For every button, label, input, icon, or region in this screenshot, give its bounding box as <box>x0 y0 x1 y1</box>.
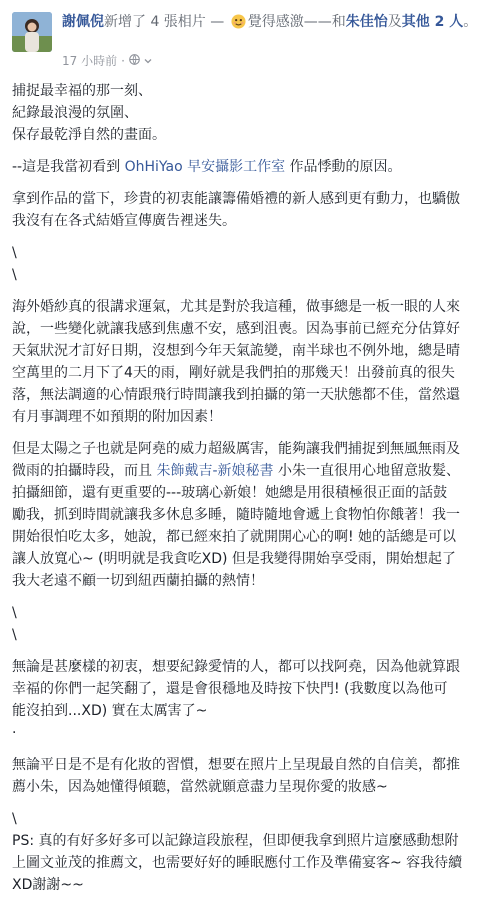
paragraph-weather <box>12 296 488 428</box>
post-body <box>12 80 488 906</box>
text-line: 紀錄最浪漫的氛圍、 <box>12 105 138 121</box>
text-line: 薦小朱，因為她懂得傾聽，當然就願意盡力呈現你愛的妝感~ <box>12 779 388 795</box>
paragraph-makeup <box>12 438 488 592</box>
text-line: 無論平日是不是有化妝的習慣，想要在照片上呈現最自然的自信美，都推 <box>12 757 460 773</box>
text-line: 能沒拍到...XD) 實在太厲害了~ <box>12 703 208 719</box>
text-line: 上圖文並茂的推薦文，也需要好好的睡眠應付工作及準備宴客~ 容我待續 <box>12 855 463 871</box>
feeling-text: 覺得感激 <box>247 14 304 30</box>
text-line: 拍攝細節，還有更重要的---玻璃心新娘！她總是用很積極很正面的話鼓 <box>12 485 448 501</box>
grateful-face-emoji <box>231 14 246 29</box>
text-line: 捕捉最幸福的那一刻、 <box>12 83 152 99</box>
text-line: 幸福的你們一起笑翻了，還是會很穩地及時按下快門! (我數度以為他可 <box>12 681 448 697</box>
text-line: 拿到作品的當下，珍貴的初衷能讓籌備婚禮的新人感到更有動力，也驕傲 <box>12 191 460 207</box>
paragraph-studio <box>12 156 488 178</box>
globe-icon[interactable] <box>129 54 140 68</box>
post-header <box>0 0 499 70</box>
text-line: PS: 真的有好多好多可以記錄這段旅程，但即便我拿到照片這麼感動想附 <box>12 833 459 849</box>
separator-block <box>12 808 488 830</box>
post-action-text: 新增了 4 張相片 — <box>104 14 229 30</box>
avatar[interactable] <box>12 12 52 52</box>
studio-page-link[interactable]: OhHiYao 早安攝影工作室 <box>124 159 286 175</box>
makeup-suffix: 小朱一直很用心地留意妝髮、 <box>273 463 460 479</box>
and-text: 及 <box>387 14 402 30</box>
text-line: 無論是甚麼樣的初衷，想要紀錄愛情的人，都可以找阿堯，因為他就算跟 <box>12 659 460 675</box>
text-line: 海外婚紗真的很講求運氣，尤其是對於我這種，做事總是一板一眼的人來 <box>12 299 460 315</box>
text-line <box>12 156 488 178</box>
text-line: 我沒有在各式結婚宣傳廣告裡迷失。 <box>12 213 236 229</box>
post-headline <box>62 12 492 32</box>
paragraph-receipt <box>12 188 488 232</box>
studio-prefix: --這是我當初看到 <box>12 159 125 175</box>
text-line <box>12 460 488 482</box>
text-line: XD謝謝~~ <box>12 877 84 893</box>
paragraph-recommend-makeup <box>12 754 488 798</box>
author-name-link[interactable]: 謝佩倪 <box>62 14 104 30</box>
text-line: 落，無法調適的心情跟飛行時間讓我到拍攝的第一天狀態都不佳，當然還 <box>12 387 460 403</box>
others-link[interactable]: 其他 2 人 <box>401 14 464 30</box>
with-prefix-text: ——和 <box>303 14 346 30</box>
makeup-prefix: 微雨的拍攝時段，而且 <box>12 463 157 479</box>
separator-line: \ <box>12 245 17 261</box>
text-line: 天氣狀況才訂好日期，沒想到今年天氣詭變，南半球也不例外地，總是晴 <box>12 343 460 359</box>
text-line: 我大老遠不顧一切到紐西蘭拍攝的熱情！ <box>12 573 264 589</box>
separator-line: \ <box>12 605 17 621</box>
paragraph-intro <box>12 80 488 146</box>
makeup-artist-link[interactable]: 朱飾戴吉-新娘秘書 <box>156 463 274 479</box>
paragraph-ps <box>12 830 488 896</box>
text-line: 有月事調理不如預期的附加因素！ <box>12 409 222 425</box>
text-line: 勵我，抓到時間就讓我多休息多睡，隨時隨地會遞上食物怕你餓著！我一 <box>12 507 460 523</box>
tagged-friend-link[interactable]: 朱佳怡 <box>345 14 388 30</box>
post-meta <box>62 54 152 68</box>
separator-block <box>12 602 488 646</box>
meta-separator: · <box>121 54 125 68</box>
paragraph-recommend-photographer <box>12 656 488 722</box>
separator-block <box>12 722 488 744</box>
text-line: 空萬里的二月下了4天的雨，剛好就是我們拍的那幾天！出發前真的很失 <box>12 365 455 381</box>
chevron-down-icon[interactable] <box>144 54 152 68</box>
studio-suffix: 作品悸動的原因。 <box>285 159 402 175</box>
text-line: 讓人放寬心~ (明明就是我貪吃XD) 但是我變得開始享受雨，開始想起了 <box>12 551 456 567</box>
text-line: 說，一些變化就讓我感到焦慮不安，感到沮喪。因為事前已經充分估算好 <box>12 321 460 337</box>
separator-line: \ <box>12 627 17 643</box>
period-text: 。 <box>463 14 478 30</box>
post-timestamp[interactable]: 17 小時前 <box>62 54 118 68</box>
text-line: 但是太陽之子也就是阿堯的威力超級厲害，能夠讓我們捕捉到無風無雨及 <box>12 441 460 457</box>
separator-line: \ <box>12 811 17 827</box>
separator-block <box>12 242 488 286</box>
separator-line: · <box>12 725 17 741</box>
text-line: 保存最乾淨自然的畫面。 <box>12 127 166 143</box>
text-line: 開始很怕吃太多，她說，都已經來拍了就開開心心的啊! 她的話總是可以 <box>12 529 457 545</box>
separator-line: \ <box>12 267 17 283</box>
